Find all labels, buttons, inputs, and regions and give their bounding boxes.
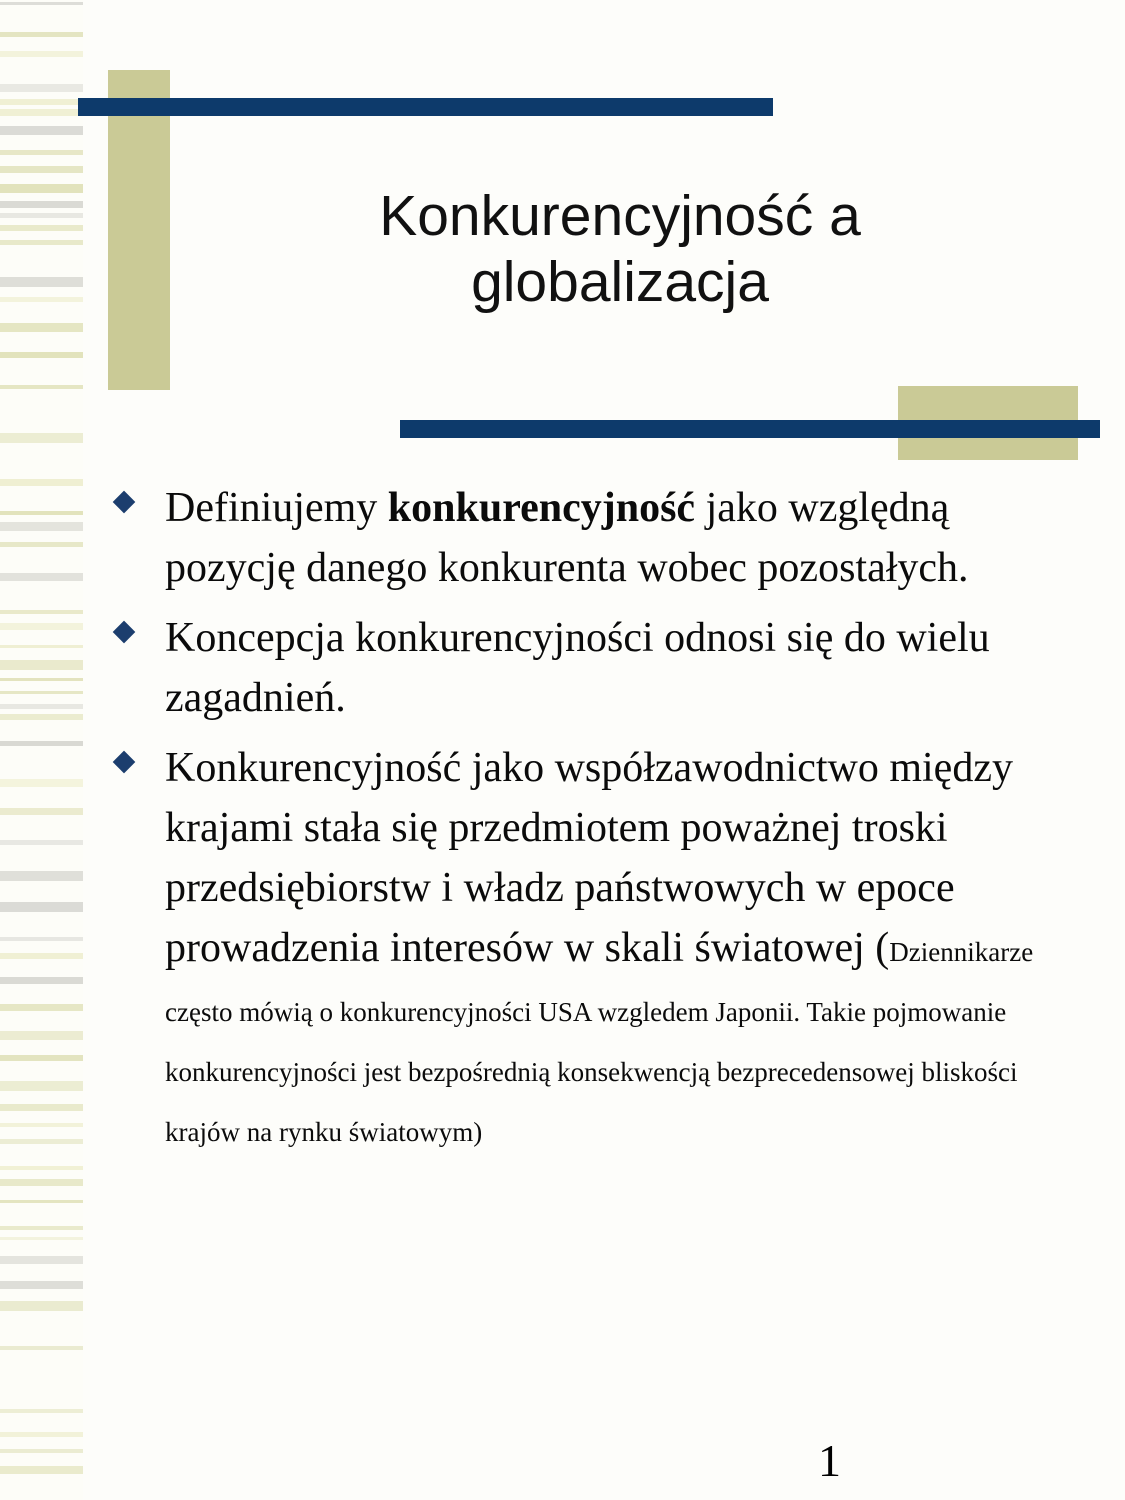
bullet-1-text-pre: Definiujemy (165, 485, 388, 531)
bullet-3-text-small: Dziennikarze często mówią o konkurencyjności USA wzgledem Japonii. Takie pojmowanie konkurencyjności jest bezpośrednią konsekwencją bezprecedensowej bliskości krajów na rynku światowym (165, 937, 1034, 1147)
stripe-line (0, 323, 83, 332)
stripe-line (0, 511, 83, 515)
stripe-line (0, 937, 83, 941)
stripe-line (0, 1466, 83, 1474)
diamond-bullet-icon (113, 621, 136, 644)
stripe-line (0, 201, 83, 208)
second-navy-bar (400, 420, 1100, 438)
stripe-line (0, 297, 83, 302)
bullet-list (100, 478, 1040, 1168)
stripe-line (0, 1256, 83, 1264)
stripe-line (0, 352, 83, 358)
stripe-line (0, 1104, 83, 1111)
stripe-line (0, 610, 83, 614)
stripe-line (0, 1166, 83, 1170)
bullet-item-3 (100, 738, 1040, 1158)
stripe-line (0, 1139, 83, 1144)
stripe-line (0, 573, 83, 581)
slide-title-line1: Konkurencyjność a (379, 184, 861, 248)
stripe-line (0, 213, 83, 218)
stripe-line (0, 1055, 83, 1061)
bullet-3-paren-open: ( (875, 925, 890, 971)
stripe-line (0, 150, 83, 155)
stripe-line (0, 184, 83, 193)
bullet-1-text-bold: konkurencyjność (387, 485, 696, 531)
stripe-line (0, 1179, 83, 1186)
stripe-line (0, 902, 83, 912)
stripe-line (0, 126, 83, 135)
stripe-line (0, 741, 83, 746)
stripe-line (0, 385, 83, 389)
stripe-line (0, 433, 83, 443)
stripe-line (0, 1031, 83, 1040)
stripe-line (0, 1301, 83, 1311)
stripe-line (0, 84, 83, 92)
stripe-line (0, 645, 83, 648)
stripe-line (0, 1123, 83, 1127)
bullet-3-text-main: Konkurencyjność jako współzawodnictwo między krajami stała się przedmiotem poważnej troski przedsiębiorstw i władz państwowych w epoce prowadzenia interesów w skali światowej (165, 745, 1013, 971)
stripe-line (0, 166, 83, 173)
slide-title (150, 183, 1090, 315)
stripe-line (0, 1432, 83, 1437)
stripe-line (0, 840, 83, 845)
diamond-bullet-icon (113, 491, 136, 514)
stripe-line (0, 779, 83, 787)
stripe-line (0, 871, 83, 881)
stripe-line (0, 1226, 83, 1230)
diamond-bullet-icon (113, 751, 136, 774)
bullet-2-text: Koncepcja konkurencyjności odnosi się do wielu zagadnień. (165, 615, 990, 721)
bullet-item-2 (100, 608, 1040, 728)
bullet-1-text-post: jako względną pozycję danego konkurenta wobec pozostałych. (165, 485, 969, 591)
stripe-line (0, 1449, 83, 1453)
stripe-line (0, 1081, 83, 1091)
stripe-line (0, 522, 83, 531)
stripe-line (0, 714, 83, 720)
stripe-line (0, 678, 83, 681)
stripe-line (0, 977, 83, 984)
stripe-line (0, 479, 83, 486)
stripe-line (0, 99, 83, 105)
bullet-3-paren-close: ) (473, 1117, 483, 1147)
stripe-line (0, 808, 83, 815)
stripe-line (0, 32, 83, 37)
stripe-line (0, 691, 83, 694)
stripe-line (0, 953, 83, 959)
stripe-line (0, 1346, 83, 1350)
stripe-line (0, 623, 83, 630)
stripe-line (0, 1237, 83, 1240)
slide-title-line2: globalizacja (471, 250, 769, 314)
stripe-line (0, 704, 83, 709)
stripe-line (0, 240, 83, 245)
stripe-line (0, 225, 83, 231)
stripe-line (0, 277, 83, 287)
stripe-line (0, 1281, 83, 1289)
stripe-line (0, 1409, 83, 1413)
stripe-line (0, 660, 83, 670)
page-number: 1 (818, 1435, 841, 1486)
stripe-line (0, 109, 83, 116)
stripe-line (0, 1200, 83, 1203)
left-stripe-band (0, 0, 83, 1500)
top-navy-bar (78, 98, 773, 116)
bullet-item-1 (100, 478, 1040, 598)
stripe-line (0, 51, 83, 57)
stripe-line (0, 2, 83, 5)
stripe-line (0, 1004, 83, 1011)
stripe-line (0, 542, 83, 547)
